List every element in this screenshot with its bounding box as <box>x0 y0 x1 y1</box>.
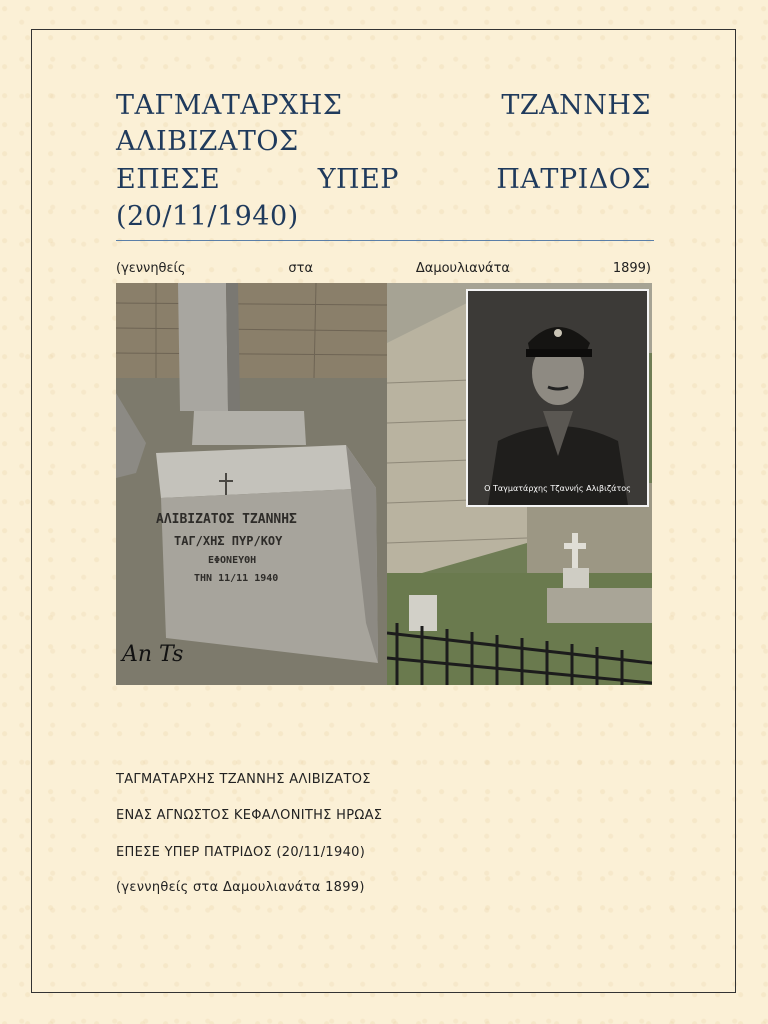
title-word-country: ΠΑΤΡΙΔΟΣ <box>496 164 651 195</box>
subtitle-word: (γεννηθείς <box>116 261 186 276</box>
subtitle-word: στα <box>288 261 314 276</box>
body-line-2: ΕΝΑΣ ΑΓΝΩΣΤΟΣ ΚΕΦΑΛΟΝΙΤΗΣ ΗΡΩΑΣ <box>116 808 383 823</box>
inscription-line: ΤΗΝ 11/11 1940 <box>194 573 279 584</box>
title-line-1 <box>116 88 651 124</box>
title-word-fell: ΕΠΕΣΕ <box>116 164 221 195</box>
body-line-3: ΕΠΕΣΕ ΥΠΕΡ ΠΑΤΡΙΔΟΣ (20/11/1940) <box>116 845 366 860</box>
subtitle-word: 1899) <box>612 261 651 276</box>
body-line-1: ΤΑΓΜΑΤΑΡΧΗΣ ΤΖΑΝΝΗΣ ΑΛΙΒΙΖΑΤΟΣ <box>116 772 371 787</box>
title-word-rank: ΤΑΓΜΑΤΑΡΧΗΣ <box>116 90 343 121</box>
title-word-firstname: ΤΖΑΝΝΗΣ <box>501 90 651 121</box>
inscription-line: ΕΦΟΝΕΥΘΗ <box>208 555 257 566</box>
signature: An Ts <box>122 642 184 667</box>
title-line-3 <box>116 162 651 198</box>
inscription-line: ΤΑΓ/ΧΗΣ ΠΥΡ/ΚΟΥ <box>174 534 283 548</box>
photo-collage <box>116 283 652 685</box>
title-divider <box>116 240 654 241</box>
title-line-2: ΑΛΙΒΙΖΑΤΟΣ <box>116 126 299 157</box>
portrait-caption: Ο Ταγματάρχης Τζαννής Αλιβιζάτος <box>484 484 631 493</box>
grave-photo <box>116 283 387 685</box>
grave-illustration <box>116 283 387 685</box>
body-line-4: (γεννηθείς στα Δαμουλιανάτα 1899) <box>116 880 365 895</box>
subtitle-word: Δαμουλιανάτα <box>415 261 510 276</box>
portrait-illustration <box>468 291 647 505</box>
inscription-line: ΑΛΙΒΙΖΑΤΟΣ ΤΖΑΝΝΗΣ <box>156 512 297 527</box>
title-word-for: ΥΠΕΡ <box>317 164 399 195</box>
officer-portrait <box>466 289 649 507</box>
title-line-4: (20/11/1940) <box>116 201 299 232</box>
subtitle <box>116 261 651 276</box>
